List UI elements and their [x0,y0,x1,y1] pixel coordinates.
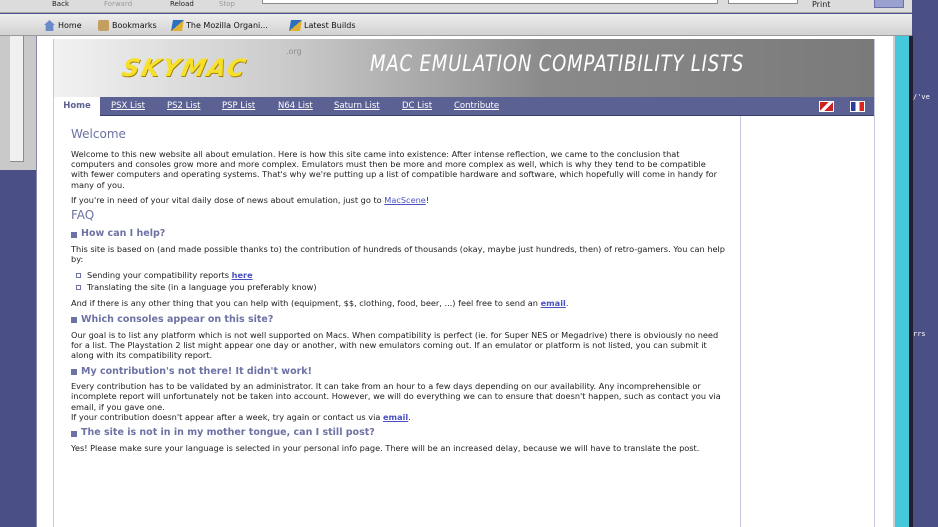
mozilla-org-label: The Mozilla Organi... [186,21,268,30]
news-paragraph [71,195,725,205]
bullet-icon [76,285,81,290]
faq-answer: Every contribution has to be validated by an administrator. It can take from an hour to a few days depending on our availability. Any incomprehensible or incomplete report will unfortunately not be taken into account. However, we will do everything we can to ensure that doesn't happen, such as contact you via email, if you gave one. [71,381,721,412]
square-bullet-icon [71,369,77,375]
search-field[interactable] [728,0,798,4]
desktop-label: rrs [913,330,926,338]
nav-tab-dc-list[interactable]: DC List [402,101,433,111]
contact-text-end: . [408,411,411,422]
list-item-text: Translating the site (in a language you preferably know) [87,282,317,293]
faq-question [71,365,725,378]
bookmarks-icon [98,20,109,31]
faq-question-text: Which consoles appear on this site? [81,314,274,326]
back-button[interactable]: Back [52,0,69,8]
faq-answer: Our goal is to list any platform which is not well supported on Macs. When compatibility is perfect (ie. for Super NES or Megadrive) there is obviously no need for a list. The Playstation 2 list might appear one day or another, with new emulators coming out. If an emulator or platform is not listed, you can submit it along with its compatibility report. [71,329,719,361]
faq-question-text: The site is not in in my mother tongue, can I still post? [81,427,375,439]
banner-title: MAC EMULATION COMPATIBILITY LISTS [370,52,745,77]
faq-question [71,314,725,327]
help-text-end: . [565,298,569,309]
nav-tab-psp-list[interactable]: PSP List [222,101,256,111]
home-icon [44,20,55,31]
site-nav [54,97,874,116]
nav-tab-n64-list[interactable]: N64 List [278,101,313,111]
home-bookmark[interactable] [44,19,82,32]
nav-tab-ps2-list[interactable]: PS2 List [167,101,201,111]
welcome-heading: Welcome [71,127,126,141]
news-text-end: ! [425,194,430,205]
reload-button[interactable]: Reload [170,0,194,8]
faq-answer: Yes! Please make sure your language is selected in your personal info page. There will be an increased delay, because we will have to translate the post. [71,443,700,454]
bookmarks-menu[interactable] [98,19,157,32]
mozilla-org-bookmark[interactable] [172,19,268,32]
desktop-label: /'ve [913,93,930,101]
latest-builds-label: Latest Builds [304,21,356,30]
throbber-logo [874,0,904,8]
square-bullet-icon [71,317,77,323]
nav-tab-saturn-list[interactable]: Saturn List [334,101,380,111]
site-logo[interactable]: SKYMAC [119,54,250,82]
square-bullet-icon [71,431,77,437]
faq-answer [71,412,725,422]
bookmarks-label: Bookmarks [112,21,157,30]
help-list [76,269,725,293]
faq-question-text: How can I help? [81,228,166,240]
faq-question [71,228,725,241]
faq-question [71,427,725,440]
bullet-icon [76,273,81,278]
home-bookmark-label: Home [58,21,82,30]
navigation-toolbar [0,0,912,13]
site-container [53,39,875,527]
nav-tab-home[interactable]: Home [54,97,100,116]
bookmark-icon [171,20,184,31]
email-link[interactable]: email [540,298,566,309]
email-link[interactable]: email [382,411,409,422]
nav-tab-contribute[interactable]: Contribute [454,101,500,111]
faq-answer [71,298,725,308]
square-bullet-icon [71,232,77,238]
dock-strip [895,36,909,527]
welcome-paragraph: Welcome to this new website all about emulation. Here is how this site came into existence: After intense reflection, we came to the conclusion that computers and consoles grow more and more complex. Emulators must then be more and more complex as well, which is why they tend to be compatible with fewer computers and operating systems. That's why we're putting up a list of compatible hardware and software, which hopefully will come in handy for many of you. [71,149,718,190]
news-text: If you're in need of your vital daily dose of news about emulation, just go to [71,194,385,205]
background-window-pane [10,36,24,162]
main-content [71,129,725,458]
site-banner [54,39,874,97]
forward-button[interactable]: Forward [104,0,133,8]
bookmark-icon [289,20,302,31]
french-flag-icon[interactable] [850,101,865,112]
personal-toolbar [0,14,912,36]
nav-tab-psx-list[interactable]: PSX List [111,101,145,111]
desktop-edge [909,36,913,527]
latest-builds-bookmark[interactable] [290,19,356,32]
faq-heading: FAQ [71,208,95,223]
macscene-link[interactable]: MacScene [384,194,426,205]
list-item [76,269,725,281]
contact-text: If your contribution doesn't appear after a week, try again or contact us via [71,411,383,422]
column-divider [740,116,741,527]
list-item-text: Sending your compatibility reports [87,270,230,281]
print-button[interactable]: Print [812,0,831,9]
english-flag-icon[interactable] [819,101,834,112]
faq-answer: This site is based on (and made possible thanks to) the contribution of hundreds of thousands (okay, maybe just hundreds, then) of retro-gamers. You can help by: [71,244,725,265]
help-text: And if there is any other thing that you can help with (equipment, $$, clothing, food, beer, ...) feel free to send an [71,298,541,309]
site-logo-suffix: .org [286,47,302,56]
url-field[interactable] [262,0,718,4]
faq-question-text: My contribution's not there! It didn't work! [81,365,312,377]
here-link[interactable]: here [231,270,253,281]
stop-button[interactable]: Stop [219,0,235,8]
list-item [76,281,725,293]
browser-content [37,36,893,527]
